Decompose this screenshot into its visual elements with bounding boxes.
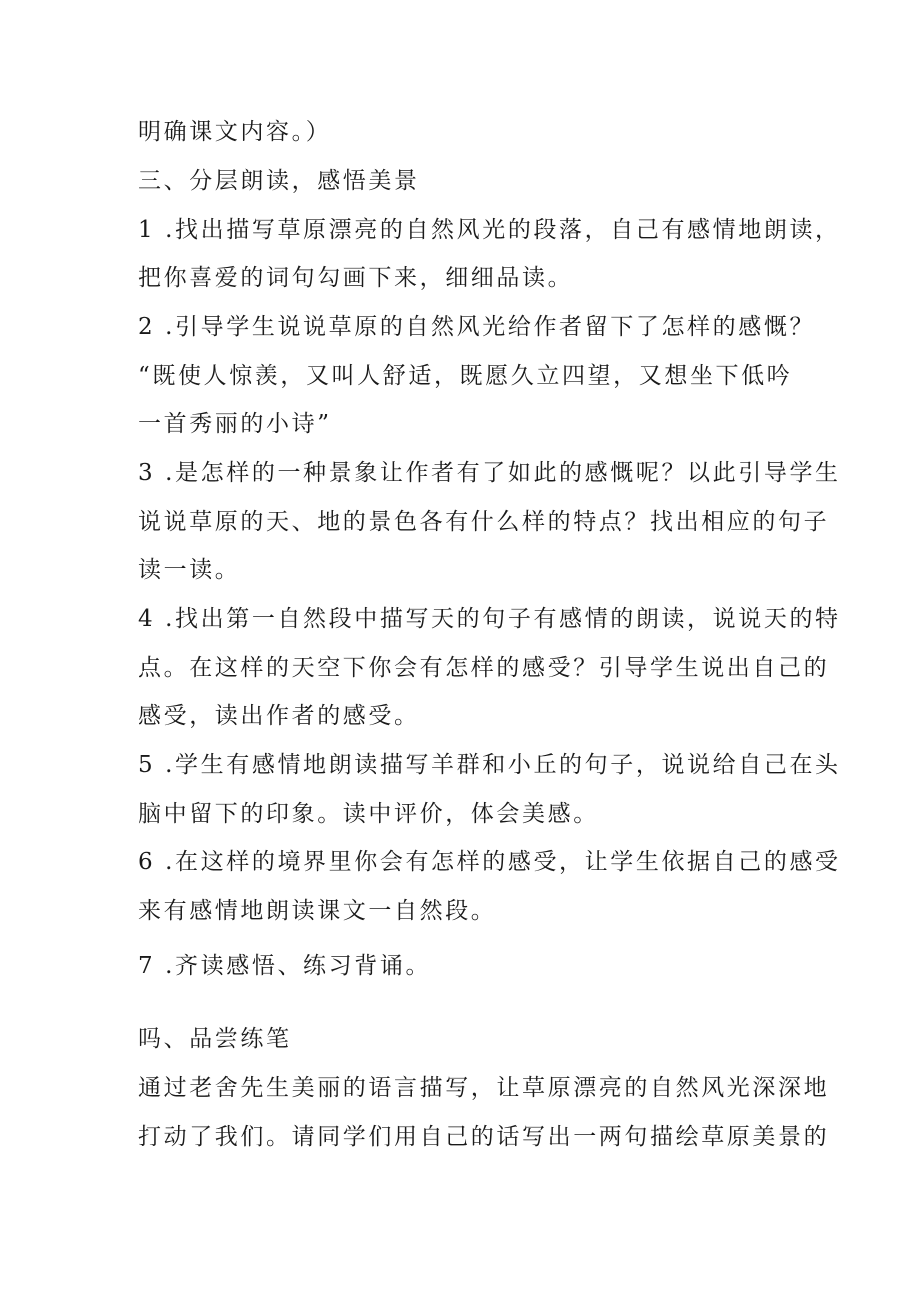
section-heading: 吗、品尝练笔 <box>138 1026 292 1052</box>
text-line: 来有感情地朗读课文一自然段。 <box>138 898 497 924</box>
quote-line: 一首秀丽的小诗” <box>138 411 332 437</box>
text-line: 脑中留下的印象。读中评价，体会美感。 <box>138 801 599 827</box>
text-line: 说说草原的天、地的景色各有什么样的特点？找出相应的句子 <box>138 509 830 535</box>
list-item-text: 7 .齐读感悟、练习背诵。 <box>138 953 432 979</box>
list-item-text: 4 .找出第一自然段中描写天的句子有感情的朗读，说说天的特 <box>138 606 841 632</box>
list-item-text: 6 .在这样的境界里你会有怎样的感受，让学生依据自己的感受 <box>138 849 841 875</box>
quote-line: “既使人惊羡，又叫人舒适，既愿久立四望，又想坐下低吟 <box>138 363 793 389</box>
text-line: 读一读。 <box>138 557 241 583</box>
list-item-text: 2 .引导学生说说草原的自然风光给作者留下了怎样的感慨？ <box>138 314 816 340</box>
list-item-text: 3 .是怎样的一种景象让作者有了如此的感慨呢？以此引导学生 <box>138 460 841 486</box>
text-line: 通过老舍先生美丽的语言描写，让草原漂亮的自然风光深深地 <box>138 1075 830 1101</box>
text-line: 点。在这样的天空下你会有怎样的感受？引导学生说出自己的 <box>138 655 830 681</box>
text-line: 把你喜爱的词句勾画下来，细细品读。 <box>138 265 574 291</box>
section-heading: 三、分层朗读，感悟美景 <box>138 168 420 194</box>
text-line: 打动了我们。请同学们用自己的话写出一两句描绘草原美景的 <box>138 1124 830 1150</box>
text-line: 感受，读出作者的感受。 <box>138 703 420 729</box>
list-item-text: 1 .找出描写草原漂亮的自然风光的段落，自己有感情地朗读， <box>138 217 841 243</box>
text-line: 明确课文内容。） <box>138 119 332 145</box>
list-item-text: 5 .学生有感情地朗读描写羊群和小丘的句子，说说给自己在头 <box>138 752 841 778</box>
